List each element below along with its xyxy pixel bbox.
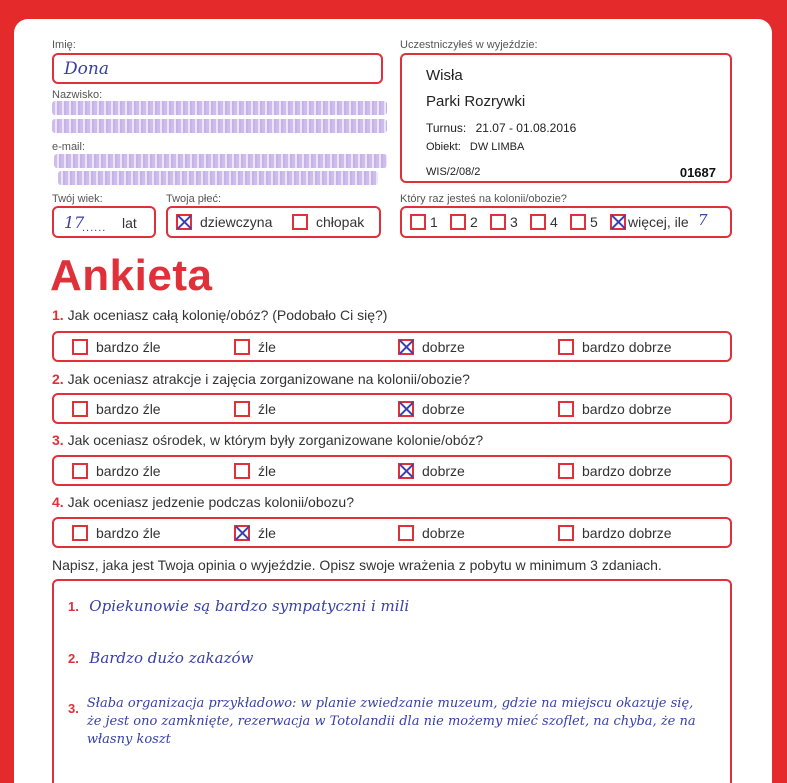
question-text: Jak oceniasz atrakcje i zajęcia zorganizowane na kolonii/obozie? [67, 371, 470, 387]
times-label: Który raz jesteś na kolonii/obozie? [400, 193, 567, 205]
rating-option[interactable] [398, 338, 465, 355]
trip-term [426, 121, 576, 135]
times-option-label: 2 [470, 214, 478, 231]
question-number: 1. [52, 307, 64, 323]
times-checkbox[interactable] [410, 214, 426, 230]
times-option-label: 3 [510, 214, 518, 231]
rating-checkbox[interactable] [558, 401, 574, 417]
rating-checkbox[interactable] [72, 463, 88, 479]
answer-number: 1. [68, 599, 79, 614]
rating-row-2 [52, 393, 732, 424]
answer-3 [68, 695, 718, 749]
times-option-5[interactable] [570, 213, 598, 230]
rating-label: bardzo dobrze [582, 525, 672, 542]
times-option-label: 5 [590, 214, 598, 231]
survey-sheet [14, 19, 772, 783]
rating-option[interactable] [398, 524, 465, 541]
rating-label: źle [258, 401, 276, 418]
times-option-4[interactable] [530, 213, 558, 230]
times-more-checkbox[interactable] [610, 214, 626, 230]
rating-option[interactable] [72, 400, 161, 417]
trip-object [426, 141, 524, 153]
rating-option[interactable] [234, 462, 276, 479]
rating-row-1 [52, 331, 732, 362]
question-text: Jak oceniasz ośrodek, w którym były zorganizowane kolonie/obóz? [67, 432, 484, 448]
rating-label: źle [258, 463, 276, 480]
name-label: Imię: [52, 39, 76, 51]
opinion-prompt: Napisz, jaka jest Twoja opinia o wyjeździe. Opisz swoje wrażenia z pobytu w minimum 3 zdaniach. [52, 557, 662, 573]
rating-checkbox[interactable] [72, 401, 88, 417]
times-option-1[interactable] [410, 213, 438, 230]
question-text: Jak oceniasz jedzenie podczas kolonii/obozu? [67, 494, 354, 510]
surname-redaction [52, 119, 387, 133]
age-field[interactable] [52, 206, 156, 238]
rating-label: dobrze [422, 525, 465, 542]
rating-label: dobrze [422, 339, 465, 356]
rating-option[interactable] [398, 400, 465, 417]
rating-option[interactable] [72, 338, 161, 355]
trip-program: Parki Rozrywki [426, 93, 526, 110]
question-number: 2. [52, 371, 64, 387]
times-checkbox[interactable] [530, 214, 546, 230]
rating-option[interactable] [72, 462, 161, 479]
rating-label: dobrze [422, 463, 465, 480]
rating-checkbox[interactable] [72, 525, 88, 541]
rating-label: dobrze [422, 401, 465, 418]
rating-checkbox[interactable] [234, 401, 250, 417]
girl-label: dziewczyna [200, 214, 273, 231]
times-field [400, 206, 732, 238]
rating-checkbox-checked[interactable] [234, 525, 250, 541]
question-number: 4. [52, 494, 64, 510]
times-option-label: 4 [550, 214, 558, 231]
participant-label: Uczestniczyłeś w wyjeździe: [400, 39, 538, 51]
question-3 [52, 432, 483, 448]
question-text: Jak oceniasz całą kolonię/obóz? (Podobało Ci się?) [67, 307, 388, 323]
email-redaction [54, 154, 387, 168]
name-value: Dona [64, 59, 109, 79]
gender-field [166, 206, 381, 238]
answer-text: Bardzo dużo zakazów [89, 649, 254, 667]
times-checkbox[interactable] [490, 214, 506, 230]
survey-title: Ankieta [50, 251, 213, 300]
rating-option[interactable] [558, 524, 672, 541]
rating-label: bardzo źle [96, 339, 161, 356]
rating-label: bardzo źle [96, 525, 161, 542]
age-label: Twój wiek: [52, 193, 103, 205]
rating-label: bardzo dobrze [582, 339, 672, 356]
object-value: DW LIMBA [469, 141, 525, 153]
gender-option-girl[interactable] [176, 213, 272, 230]
rating-option[interactable] [398, 462, 465, 479]
rating-checkbox-checked[interactable] [398, 463, 414, 479]
answer-2 [68, 649, 718, 668]
rating-checkbox-checked[interactable] [398, 339, 414, 355]
question-1 [52, 307, 387, 323]
times-option-3[interactable] [490, 213, 518, 230]
rating-option[interactable] [558, 462, 672, 479]
times-checkbox[interactable] [450, 214, 466, 230]
question-number: 3. [52, 432, 64, 448]
age-dots: ...... [82, 222, 107, 234]
answer-text: Opiekunowie są bardzo sympatyczni i mili [89, 597, 410, 615]
girl-checkbox[interactable] [176, 214, 192, 230]
rating-label: źle [258, 339, 276, 356]
term-value: 21.07 - 01.08.2016 [475, 121, 577, 135]
trip-place: Wisła [426, 67, 463, 84]
rating-checkbox[interactable] [234, 339, 250, 355]
rating-option[interactable] [72, 524, 161, 541]
rating-option[interactable] [234, 400, 276, 417]
rating-label: źle [258, 525, 276, 542]
trip-info-box [400, 53, 732, 183]
surname-label: Nazwisko: [52, 89, 103, 101]
times-more-label: więcej, ile [628, 214, 689, 231]
rating-option[interactable] [234, 524, 276, 541]
times-option-2[interactable] [450, 213, 478, 230]
question-4 [52, 494, 354, 510]
term-label: Turnus: [426, 121, 467, 135]
rating-label: bardzo źle [96, 463, 161, 480]
rating-checkbox[interactable] [558, 463, 574, 479]
surname-redaction [52, 101, 387, 115]
rating-label: bardzo źle [96, 401, 161, 418]
rating-checkbox[interactable] [398, 525, 414, 541]
rating-option[interactable] [558, 338, 672, 355]
rating-row-4 [52, 517, 732, 548]
answer-number: 2. [68, 651, 79, 666]
rating-row-3 [52, 455, 732, 486]
age-value: 17 [64, 213, 85, 232]
opinion-textarea[interactable] [52, 579, 732, 783]
age-unit: lat [122, 215, 137, 231]
answer-text: Słaba organizacja przykładowo: w planie zwiedzanie muzeum, gdzie na miejscu okazuje się, że jest ono zamknięte, rezerwacja w Totolandii dla nie możemy mieć szoflet, na chyba, że na własny koszt [86, 696, 696, 747]
trip-number: 01687 [679, 165, 716, 180]
rating-option[interactable] [558, 400, 672, 417]
email-redaction [58, 171, 378, 185]
rating-option[interactable] [234, 338, 276, 355]
times-more-value: 7 [698, 211, 708, 229]
answer-1 [68, 597, 718, 616]
times-option-more[interactable] [610, 213, 689, 230]
rating-label: bardzo dobrze [582, 401, 672, 418]
rating-checkbox-checked[interactable] [398, 401, 414, 417]
rating-label: bardzo dobrze [582, 463, 672, 480]
boy-label: chłopak [316, 214, 365, 231]
object-label: Obiekt: [426, 141, 461, 153]
gender-option-boy[interactable] [292, 213, 364, 230]
name-field[interactable] [52, 53, 383, 84]
rating-checkbox[interactable] [234, 463, 250, 479]
rating-checkbox[interactable] [72, 339, 88, 355]
answer-number: 3. [68, 701, 79, 716]
rating-checkbox[interactable] [558, 525, 574, 541]
boy-checkbox[interactable] [292, 214, 308, 230]
trip-code: WIS/2/08/2 [426, 166, 481, 178]
question-2 [52, 371, 470, 387]
email-label: e-mail: [52, 141, 86, 153]
rating-checkbox[interactable] [558, 339, 574, 355]
times-checkbox[interactable] [570, 214, 586, 230]
gender-label: Twoja płeć: [166, 193, 222, 205]
times-option-label: 1 [430, 214, 438, 231]
